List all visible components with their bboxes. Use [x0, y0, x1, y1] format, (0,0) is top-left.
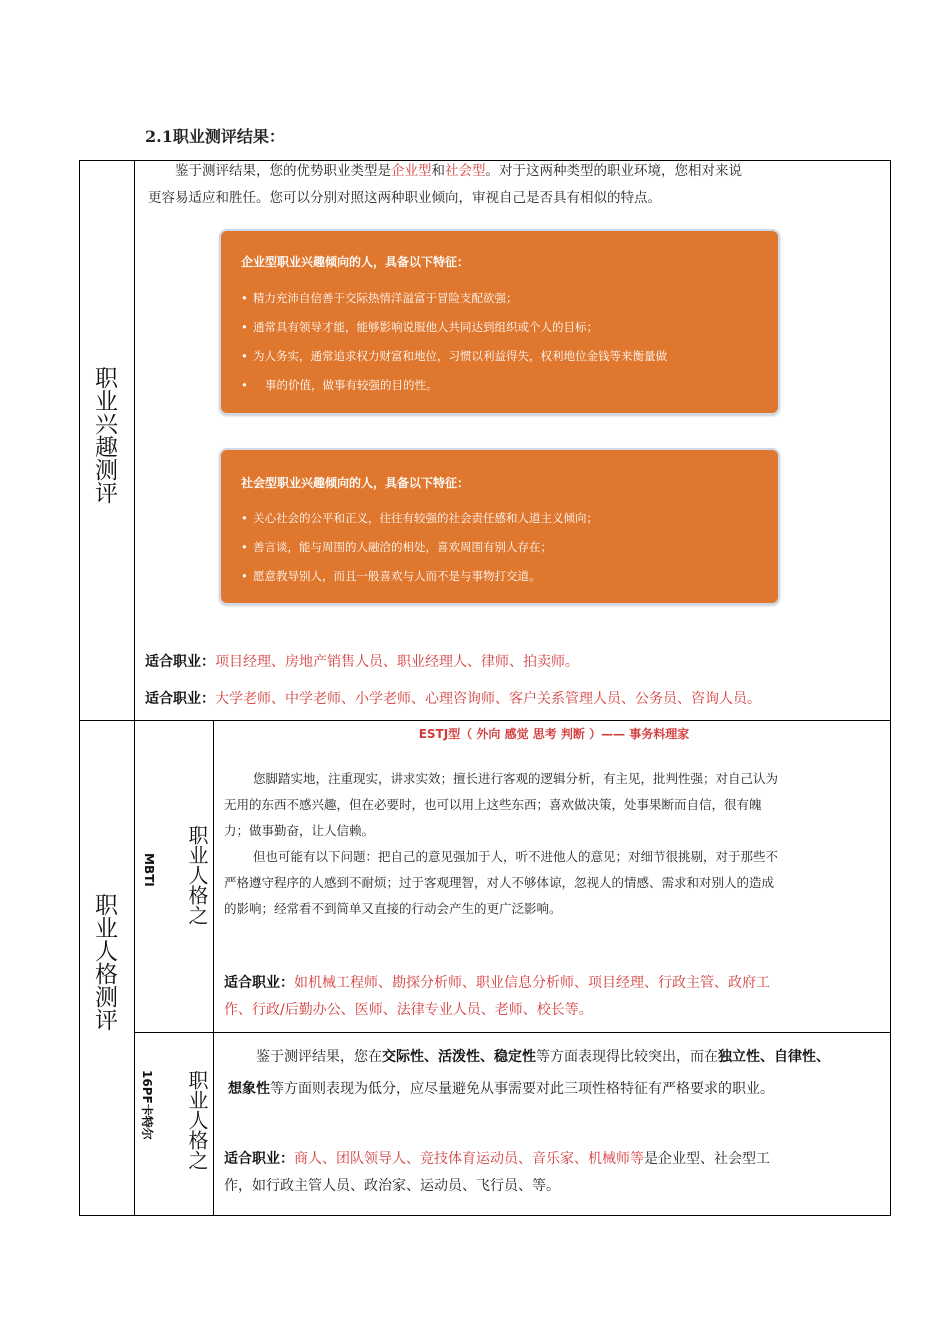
- divider: [134, 1032, 891, 1033]
- divider: [79, 720, 891, 721]
- intro-text: 鉴于测评结果，您在: [256, 1049, 382, 1065]
- weak-traits: 独立性、自律性、: [718, 1049, 830, 1065]
- fit-tail: 是企业型、社会型工: [644, 1151, 770, 1167]
- paragraph-line: 您脚踏实地，注重现实，讲求实效；擅长进行客观的逻辑分析，有主见，批判性强；对自己认为: [253, 771, 779, 786]
- social-traits-box: [219, 448, 780, 605]
- intro-and: 和: [431, 163, 445, 179]
- list-item: • 愿意教导别人，而且一般喜欢与人而不是与事物打交道。: [241, 562, 760, 591]
- fit-label: 适合职业：: [145, 654, 215, 670]
- fit-list: 作、行政/后勤办公、医师、法律专业人员、老师、校长等。: [224, 1002, 593, 1018]
- intro-text: 等方面表现得比较突出，而在: [536, 1049, 718, 1065]
- mbti-sub-label: 职业人格之: [185, 825, 209, 925]
- social-traits-list: [241, 504, 760, 591]
- fit-list: 如机械工程师、勘探分析师、职业信息分析师、项目经理、行政主管、政府工: [294, 975, 770, 991]
- weak-traits: 想象性: [228, 1081, 270, 1097]
- divider: [213, 720, 214, 1216]
- personality-section-label: 职业人格测评: [91, 893, 117, 1031]
- enterprise-traits-list: [241, 284, 760, 400]
- mbti-fit-careers: [224, 970, 884, 1024]
- paragraph-line: 的影响；经常看不到简单又直接的行动会产生的更广泛影响。: [224, 901, 562, 916]
- list-item: • 关心社会的公平和正义，往往有较强的社会责任感和人道主义倾向；: [241, 504, 760, 533]
- pf16-fit-careers: [224, 1146, 888, 1200]
- list-item: • 善言谈，能与周围的人融洽的相处，喜欢周围有别人存在；: [241, 533, 760, 562]
- fit-label: 适合职业：: [224, 1151, 294, 1167]
- intro-line2: 更容易适应和胜任。您可以分别对照这两种职业倾向，审视自己是否具有相似的特点。: [148, 190, 661, 206]
- pf16-rotated-label: 16PF卡特尔: [140, 1070, 154, 1140]
- enterprise-traits-box: [219, 229, 780, 415]
- intro-text: 。对于这两种类型的职业环境，您相对来说: [485, 163, 742, 179]
- intro-text: 鉴于测评结果，您的优势职业类型是: [175, 163, 391, 179]
- type-social: 社会型: [445, 163, 486, 179]
- paragraph-line: 严格遵守程序的人感到不耐烦；过于客观理智，对人不够体谅，忽视人的情感、需求和对别人的造成: [224, 875, 775, 890]
- fit-label: 适合职业：: [145, 691, 215, 707]
- enterprise-traits-title: 企业型职业兴趣倾向的人，具备以下特征：: [241, 255, 470, 269]
- list-item-continuation: • 事的价值，做事有较强的目的性。: [241, 371, 760, 400]
- paragraph-line: 但也可能有以下问题：把自己的意见强加于人，听不进他人的意见；对细节很挑剔，对于那些不: [253, 849, 779, 864]
- pf16-intro: [228, 1041, 888, 1105]
- mbti-description: [224, 766, 880, 922]
- section-heading: 2.1职业测评结果：: [145, 127, 285, 146]
- fit-line2: 作，如行政主管人员、政治家、运动员、飞行员、等。: [224, 1178, 560, 1194]
- list-item: • 通常具有领导才能，能够影响说服他人共同达到组织或个人的目标；: [241, 313, 760, 342]
- paragraph-line: 力；做事勤奋，让人信赖。: [224, 823, 375, 838]
- fit-list: 大学老师、中学老师、小学老师、心理咨询师、客户关系管理人员、公务员、咨询人员。: [215, 691, 761, 707]
- intro-text: 等方面则表现为低分，应尽量避免从事需要对此三项性格特征有严格要求的职业。: [270, 1081, 774, 1097]
- list-item: • 为人务实，通常追求权力财富和地位，习惯以利益得失，权利地位金钱等来衡量做: [241, 342, 760, 371]
- paragraph-line: 无用的东西不感兴趣，但在必要时，也可以用上这些东西；喜欢做决策，处事果断而自信，很有魄: [224, 797, 762, 812]
- interest-section-label: 职业兴趣测评: [91, 366, 117, 504]
- mbti-rotated-label: MBTI: [142, 853, 156, 887]
- fit-list: 商人、团队领导人、竞技体育运动员、音乐家、机械师等: [294, 1151, 644, 1167]
- list-item: • 精力充沛自信善于交际热情洋溢富于冒险支配欲强；: [241, 284, 760, 313]
- fit-careers-2: [145, 688, 761, 708]
- fit-careers-1: [145, 651, 579, 671]
- interest-intro: [148, 158, 878, 212]
- pf16-sub-label: 职业人格之: [185, 1070, 209, 1170]
- type-enterprise: 企业型: [391, 163, 432, 179]
- fit-list: 项目经理、房地产销售人员、职业经理人、律师、拍卖师。: [215, 654, 579, 670]
- social-traits-title: 社会型职业兴趣倾向的人，具备以下特征：: [241, 476, 470, 490]
- fit-label: 适合职业：: [224, 975, 294, 991]
- divider: [134, 160, 135, 1216]
- strong-traits: 交际性、活泼性、稳定性: [382, 1049, 536, 1065]
- mbti-type-title: ESTJ型（ 外向 感觉 思考 判断 ）—— 事务料理家: [418, 727, 690, 741]
